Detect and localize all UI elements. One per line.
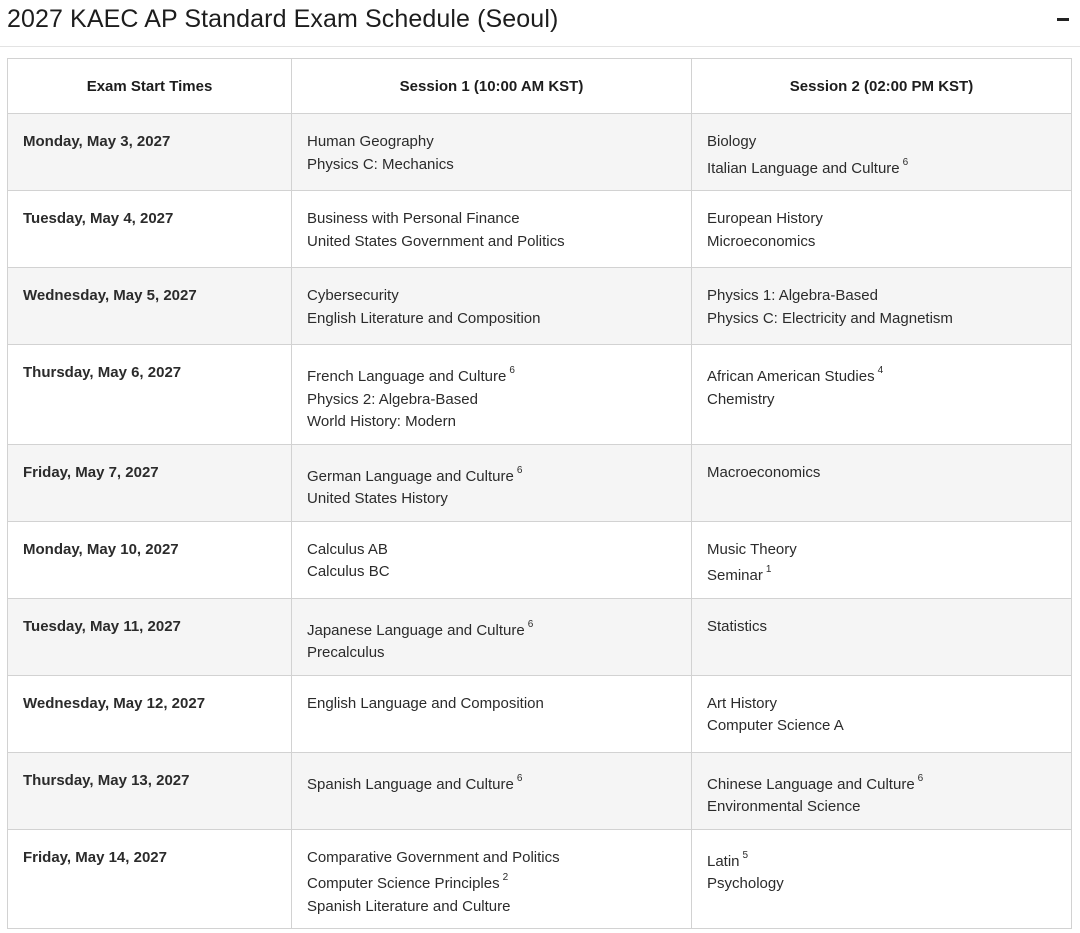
exam-name: French Language and Culture xyxy=(307,368,507,385)
exam-name: Seminar xyxy=(707,567,763,584)
table-row xyxy=(8,752,1072,829)
footnote-marker: 5 xyxy=(742,849,749,861)
session-1-cell xyxy=(292,114,692,191)
exam-item xyxy=(307,847,676,870)
exam-name: Physics C: Mechanics xyxy=(307,155,454,173)
session-1-cell xyxy=(292,444,692,521)
column-header-session-2: Session 2 (02:00 PM KST) xyxy=(692,59,1072,114)
exam-name: United States History xyxy=(307,490,448,507)
footnote-marker: 6 xyxy=(527,618,534,630)
session-1-cell xyxy=(292,829,692,929)
exam-name: Latin xyxy=(707,852,740,870)
exam-name: English Literature and Composition xyxy=(307,309,541,327)
exam-name: Spanish Language and Culture xyxy=(307,775,514,793)
exam-date: Monday, May 3, 2027 xyxy=(8,114,292,191)
exam-date: Tuesday, May 11, 2027 xyxy=(8,598,292,675)
exam-name: Calculus BC xyxy=(307,563,390,580)
exam-item xyxy=(707,796,1056,819)
exam-name: Calculus AB xyxy=(307,540,388,558)
exam-date: Thursday, May 6, 2027 xyxy=(8,345,292,445)
exam-name: Statistics xyxy=(707,617,768,635)
session-2-cell xyxy=(692,752,1072,829)
table-header-row xyxy=(8,59,1072,114)
session-2-cell xyxy=(692,829,1072,929)
exam-item xyxy=(707,561,1056,588)
exam-name: Music Theory xyxy=(707,540,797,558)
schedule-body xyxy=(8,114,1072,929)
exam-item xyxy=(307,770,676,797)
exam-item xyxy=(707,462,1056,485)
exam-date: Tuesday, May 4, 2027 xyxy=(8,191,292,268)
footnote-marker: 6 xyxy=(516,464,523,476)
exam-item xyxy=(307,411,676,434)
exam-item xyxy=(307,488,676,511)
exam-item xyxy=(307,869,676,896)
exam-name: World History: Modern xyxy=(307,413,456,430)
exam-name: Psychology xyxy=(707,875,784,892)
exam-date: Monday, May 10, 2027 xyxy=(8,521,292,598)
table-row xyxy=(8,191,1072,268)
exam-name: Japanese Language and Culture xyxy=(307,621,525,639)
exam-item xyxy=(707,693,1056,716)
exam-name: Physics C: Electricity and Magnetism xyxy=(707,309,953,327)
exam-item xyxy=(307,642,676,665)
exam-name: Computer Science Principles xyxy=(307,875,500,892)
exam-item xyxy=(707,770,1056,797)
exam-date: Thursday, May 13, 2027 xyxy=(8,752,292,829)
exam-item xyxy=(307,389,676,412)
exam-date: Wednesday, May 12, 2027 xyxy=(8,675,292,752)
exam-item xyxy=(307,231,676,254)
exam-name: Chemistry xyxy=(707,390,775,408)
exam-name: Business with Personal Finance xyxy=(307,210,520,227)
collapse-button[interactable] xyxy=(1052,6,1074,30)
exam-name: Microeconomics xyxy=(707,232,816,250)
session-2-cell xyxy=(692,268,1072,345)
table-row xyxy=(8,521,1072,598)
schedule-header xyxy=(0,0,1080,47)
session-1-cell xyxy=(292,521,692,598)
footnote-marker: 1 xyxy=(765,564,772,575)
table-row xyxy=(8,114,1072,191)
exam-item xyxy=(707,873,1056,896)
session-1-cell xyxy=(292,191,692,268)
session-2-cell xyxy=(692,521,1072,598)
exam-item xyxy=(307,362,676,389)
exam-item xyxy=(707,131,1056,154)
exam-date: Friday, May 7, 2027 xyxy=(8,444,292,521)
exam-name: English Language and Composition xyxy=(307,694,544,712)
exam-name: European History xyxy=(707,210,823,227)
exam-item xyxy=(307,616,676,643)
exam-item xyxy=(707,154,1056,181)
session-2-cell xyxy=(692,114,1072,191)
column-header-session-1: Session 1 (10:00 AM KST) xyxy=(292,59,692,114)
exam-name: Art History xyxy=(707,694,778,712)
exam-item xyxy=(707,308,1056,331)
exam-item xyxy=(707,231,1056,254)
exam-name: Environmental Science xyxy=(707,798,861,815)
exam-name: Biology xyxy=(707,133,757,150)
exam-item xyxy=(707,208,1056,231)
exam-name: United States Government and Politics xyxy=(307,232,565,250)
exam-item xyxy=(307,208,676,231)
exam-name: Macroeconomics xyxy=(707,463,821,481)
exam-name: Precalculus xyxy=(307,644,385,661)
session-2-cell xyxy=(692,444,1072,521)
session-1-cell xyxy=(292,345,692,445)
exam-schedule-table xyxy=(7,58,1072,929)
exam-item xyxy=(307,561,676,584)
exam-item xyxy=(707,389,1056,412)
table-row xyxy=(8,444,1072,521)
exam-name: Chinese Language and Culture xyxy=(707,775,915,793)
exam-item xyxy=(707,362,1056,389)
table-row xyxy=(8,268,1072,345)
footnote-marker: 6 xyxy=(917,772,924,784)
table-row xyxy=(8,829,1072,929)
footnote-marker: 6 xyxy=(902,156,909,168)
exam-name: Spanish Literature and Culture xyxy=(307,897,511,915)
session-2-cell xyxy=(692,345,1072,445)
minus-icon xyxy=(1057,18,1069,21)
exam-name: Physics 1: Algebra-Based xyxy=(707,287,878,304)
exam-item xyxy=(307,308,676,331)
exam-date: Friday, May 14, 2027 xyxy=(8,829,292,929)
exam-item xyxy=(307,131,676,154)
exam-item xyxy=(307,285,676,308)
exam-name: German Language and Culture xyxy=(307,467,514,485)
exam-item xyxy=(307,693,676,716)
exam-item xyxy=(707,285,1056,308)
column-header-start-times: Exam Start Times xyxy=(8,59,292,114)
exam-item xyxy=(307,154,676,177)
exam-name: Comparative Government and Politics xyxy=(307,848,560,866)
exam-item xyxy=(307,896,676,919)
session-1-cell xyxy=(292,598,692,675)
session-1-cell xyxy=(292,752,692,829)
footnote-marker: 4 xyxy=(877,365,884,376)
session-2-cell xyxy=(692,598,1072,675)
exam-name: Cybersecurity xyxy=(307,287,399,304)
footnote-marker: 6 xyxy=(516,772,523,784)
session-2-cell xyxy=(692,191,1072,268)
footnote-marker: 2 xyxy=(502,872,509,883)
session-1-cell xyxy=(292,675,692,752)
exam-item xyxy=(307,539,676,562)
footnote-marker: 6 xyxy=(509,365,515,376)
exam-name: African American Studies xyxy=(707,368,875,385)
exam-item xyxy=(707,616,1056,639)
session-2-cell xyxy=(692,675,1072,752)
exam-item xyxy=(707,715,1056,738)
exam-item xyxy=(707,539,1056,562)
page-title: 2027 KAEC AP Standard Exam Schedule (Seoul) xyxy=(7,5,559,33)
table-row xyxy=(8,675,1072,752)
exam-item xyxy=(707,847,1056,874)
table-row xyxy=(8,345,1072,445)
session-1-cell xyxy=(292,268,692,345)
exam-date: Wednesday, May 5, 2027 xyxy=(8,268,292,345)
exam-name: Italian Language and Culture xyxy=(707,159,900,177)
exam-name: Physics 2: Algebra-Based xyxy=(307,390,478,408)
exam-item xyxy=(307,462,676,489)
table-row xyxy=(8,598,1072,675)
exam-name: Computer Science A xyxy=(707,717,844,734)
exam-name: Human Geography xyxy=(307,133,434,150)
